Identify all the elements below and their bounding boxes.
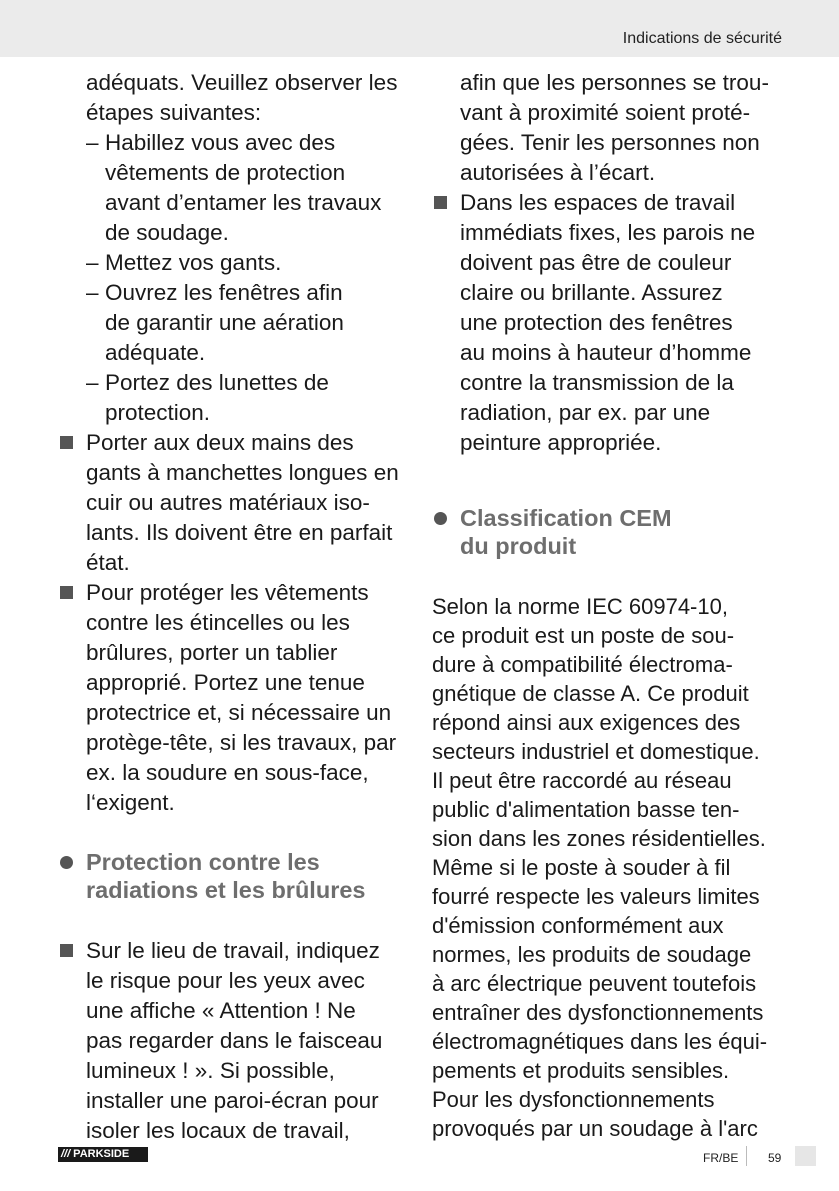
bullet-item bbox=[432, 188, 782, 458]
text-line: adéquate. bbox=[105, 340, 206, 365]
text-line: fourré respecte les valeurs limites bbox=[432, 884, 760, 909]
steps-list bbox=[58, 128, 413, 428]
text-line: lants. Ils doivent être en parfait bbox=[86, 520, 393, 545]
text-line: Pour les dysfonctionnements bbox=[432, 1087, 715, 1112]
text-line: Sur le lieu de travail, indiquez bbox=[86, 938, 380, 963]
text-line: avant d’entamer les travaux bbox=[105, 190, 382, 215]
text-line: une affiche « Attention ! Ne bbox=[86, 998, 356, 1023]
left-column bbox=[58, 68, 413, 1146]
text-line: contre les étincelles ou les bbox=[86, 610, 350, 635]
heading-line: du produit bbox=[460, 533, 577, 559]
text-line: isoler les locaux de travail, bbox=[86, 1118, 350, 1143]
text-line: étapes suivantes: bbox=[86, 100, 262, 125]
text-line: Selon la norme IEC 60974-10, bbox=[432, 594, 728, 619]
intro-text bbox=[58, 68, 413, 128]
list-item bbox=[86, 248, 413, 278]
text-line: – Portez des lunettes de bbox=[105, 370, 329, 395]
right-column bbox=[432, 68, 782, 1143]
continued-text bbox=[432, 68, 782, 188]
text-line: doivent pas être de couleur bbox=[460, 250, 732, 275]
footer-tab-marker bbox=[795, 1146, 816, 1166]
text-line: public d'alimentation basse ten- bbox=[432, 797, 740, 822]
text-line: gées. Tenir les personnes non bbox=[460, 130, 760, 155]
text-line: autorisées à l’écart. bbox=[460, 160, 656, 185]
text-line: radiation, par ex. par une bbox=[460, 400, 711, 425]
list-item bbox=[86, 368, 413, 428]
logo-stripes-icon: /// bbox=[61, 1148, 71, 1160]
text-line: peinture appropriée. bbox=[460, 430, 662, 455]
list-item bbox=[86, 278, 413, 368]
text-line: protectrice et, si nécessaire un bbox=[86, 700, 392, 725]
logo-text: PARKSIDE bbox=[73, 1148, 130, 1160]
bullet-item bbox=[58, 936, 413, 1146]
text-line: vêtements de protection bbox=[105, 160, 346, 185]
heading-line: Protection contre les bbox=[86, 849, 320, 875]
text-line: – Ouvrez les fenêtres afin bbox=[105, 280, 343, 305]
text-line: approprié. Portez une tenue bbox=[86, 670, 365, 695]
text-line: – Habillez vous avec des bbox=[105, 130, 336, 155]
section-heading bbox=[432, 504, 782, 560]
text-line: d'émission conformément aux bbox=[432, 913, 724, 938]
text-line: installer une paroi-écran pour bbox=[86, 1088, 379, 1113]
text-line: électromagnétiques dans les équi- bbox=[432, 1029, 768, 1054]
text-line: brûlures, porter un tablier bbox=[86, 640, 338, 665]
text-line: – Mettez vos gants. bbox=[105, 250, 282, 275]
text-line: de garantir une aération bbox=[105, 310, 344, 335]
text-line: claire ou brillante. Assurez bbox=[460, 280, 723, 305]
text-line: secteurs industriel et domestique. bbox=[432, 739, 760, 764]
section-heading bbox=[58, 848, 413, 904]
text-line: répond ainsi aux exigences des bbox=[432, 710, 741, 735]
text-line: Pour protéger les vêtements bbox=[86, 580, 369, 605]
page-header bbox=[0, 0, 839, 57]
text-line: une protection des fenêtres bbox=[460, 310, 733, 335]
text-line: gants à manchettes longues en bbox=[86, 460, 399, 485]
text-line: sion dans les zones résidentielles. bbox=[432, 826, 766, 851]
section-title: Indications de sécurité bbox=[622, 30, 782, 47]
page-number: 59 bbox=[768, 1151, 782, 1165]
text-line: adéquats. Veuillez observer les bbox=[86, 70, 398, 95]
heading-line: Classification CEM bbox=[460, 505, 672, 531]
text-line: vant à proximité soient proté- bbox=[460, 100, 751, 125]
language-code: FR/BE bbox=[703, 1151, 739, 1165]
text-line: normes, les produits de soudage bbox=[432, 942, 752, 967]
text-line: protection. bbox=[105, 400, 211, 425]
text-line: ex. la soudure en sous-face, bbox=[86, 760, 369, 785]
text-line: état. bbox=[86, 550, 130, 575]
bullet-item bbox=[58, 428, 413, 578]
text-line: contre la transmission de la bbox=[460, 370, 734, 395]
text-line: Même si le poste à souder à fil bbox=[432, 855, 731, 880]
text-line: lumineux ! ». Si possible, bbox=[86, 1058, 335, 1083]
list-item bbox=[86, 128, 413, 248]
parkside-logo bbox=[58, 1147, 148, 1162]
text-line: entraîner des dysfonctionnements bbox=[432, 1000, 764, 1025]
text-line: ce produit est un poste de sou- bbox=[432, 623, 735, 648]
heading-line: radiations et les brûlures bbox=[86, 877, 366, 903]
text-line: le risque pour les yeux avec bbox=[86, 968, 365, 993]
text-line: pas regarder dans le faisceau bbox=[86, 1028, 383, 1053]
text-line: pements et produits sensibles. bbox=[432, 1058, 730, 1083]
text-line: l‘exigent. bbox=[86, 790, 175, 815]
body-paragraph bbox=[432, 592, 782, 1143]
footer-divider bbox=[746, 1146, 747, 1166]
text-line: cuir ou autres matériaux iso- bbox=[86, 490, 370, 515]
text-line: dure à compatibilité électroma- bbox=[432, 652, 733, 677]
text-line: Porter aux deux mains des bbox=[86, 430, 354, 455]
bullet-item bbox=[58, 578, 413, 818]
bullet-list bbox=[432, 188, 782, 458]
text-line: gnétique de classe A. Ce produit bbox=[432, 681, 749, 706]
text-line: provoqués par un soudage à l'arc bbox=[432, 1116, 758, 1141]
text-line: protège-tête, si les travaux, par bbox=[86, 730, 397, 755]
text-line: au moins à hauteur d’homme bbox=[460, 340, 752, 365]
bullet-list bbox=[58, 428, 413, 818]
text-line: afin que les personnes se trou- bbox=[460, 70, 769, 95]
bullet-list bbox=[58, 936, 413, 1146]
text-line: Il peut être raccordé au réseau bbox=[432, 768, 732, 793]
text-line: à arc électrique peuvent toutefois bbox=[432, 971, 757, 996]
text-line: immédiats fixes, les parois ne bbox=[460, 220, 756, 245]
text-line: Dans les espaces de travail bbox=[460, 190, 736, 215]
text-line: de soudage. bbox=[105, 220, 229, 245]
